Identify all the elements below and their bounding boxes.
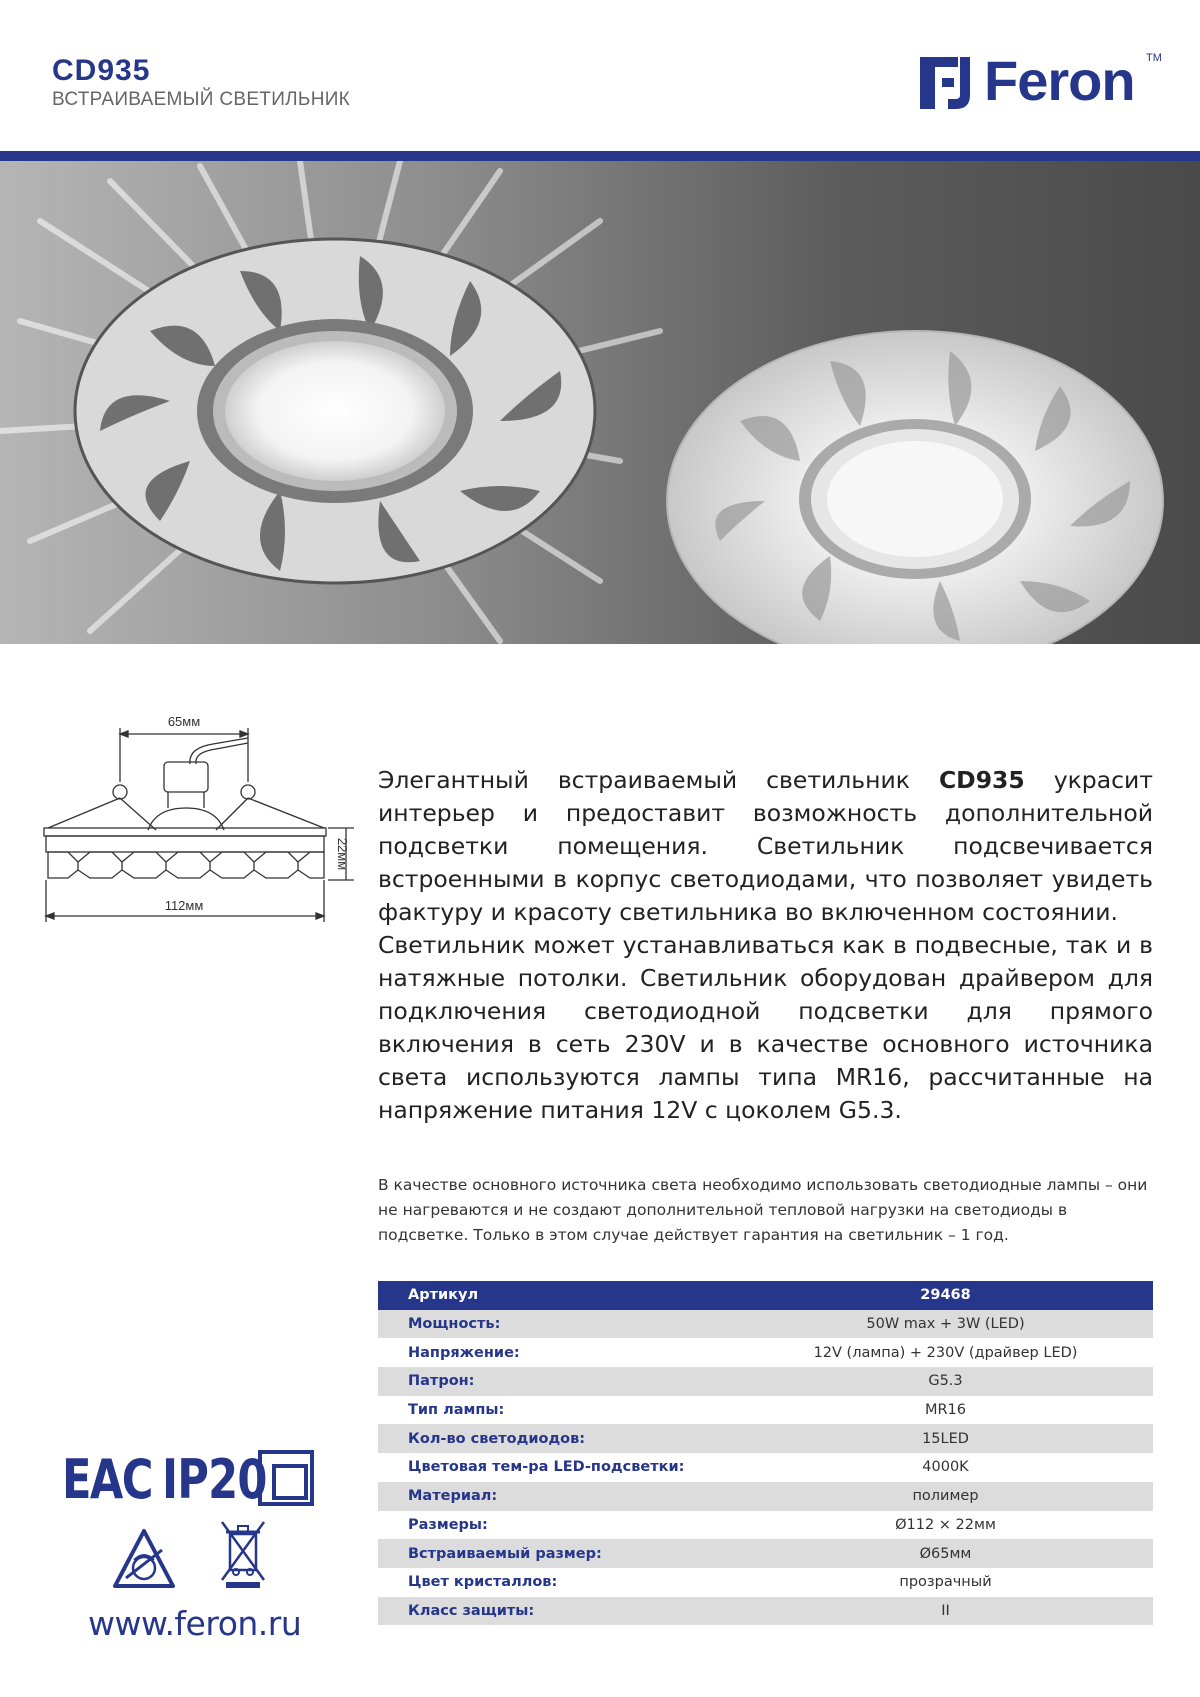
product-photo-banner [0,161,1200,644]
product-description [378,764,1153,1127]
hero-photo [0,161,1200,644]
spec-label: Мощность: [378,1310,738,1339]
spec-label: Патрон: [378,1367,738,1396]
dim-width-bottom: 112мм [164,898,204,913]
eac-mark: EAC [62,1448,152,1511]
specifications-table [378,1281,1153,1625]
spec-row [378,1396,1153,1425]
dim-height: 22мм [335,837,350,871]
no-insulation-cover-warning-icon [112,1528,176,1590]
spec-value: прозрачный [899,1574,992,1591]
dimension-drawing [38,712,358,934]
spec-label: Артикул [378,1281,738,1310]
product-subtitle: ВСТРАИВАЕМЫЙ СВЕТИЛЬНИК [52,89,351,110]
dimension-drawing-svg [38,712,358,934]
spec-value: 15LED [738,1424,1153,1453]
feron-logo [920,48,1160,118]
spec-label: Кол-во светодиодов: [378,1424,738,1453]
spec-row [378,1338,1153,1367]
spec-value: II [738,1597,1153,1626]
header-divider [0,151,1200,161]
spec-row [378,1453,1153,1482]
description-paragraph-1 [378,764,1153,929]
page-header [0,0,1200,152]
brand-name: Feron [984,49,1135,112]
description-model-bold: CD935 [938,766,1025,794]
double-insulation-icon [258,1450,314,1506]
ip-rating: IP20 [162,1448,267,1511]
spec-label: Тип лампы: [408,1402,505,1419]
spec-row [378,1424,1153,1453]
spec-value: 29468 [738,1281,1153,1310]
spec-label: Материал: [378,1482,738,1511]
spec-value: Ø112 × 22мм [895,1516,996,1533]
spec-row [378,1310,1153,1339]
spec-value: MR16 [924,1402,967,1419]
website-link[interactable]: www.feron.ru [88,1604,302,1643]
spec-value: полимер [738,1482,1153,1511]
product-model: CD935 [52,54,151,87]
spec-value: Ø65мм [738,1539,1153,1568]
description-paragraph-2: Светильник может устанавливаться как в подвесные, так и в натяжные потолки. Светильник оборудован драйвером для подключения светодиодной подсветки для прямого включения в сеть 230V и в качестве основного источника света используются лампы типа MR16, рассчитанные на напряжение питания 12V с цоколем G5.3. [378,931,1153,1124]
spec-row [378,1568,1153,1597]
description-text: Элегантный встраиваемый светильник [378,766,939,794]
spec-label: Цветовая тем-ра LED-подсветки: [408,1459,685,1476]
spec-header-row [378,1281,1153,1310]
spec-row [378,1511,1153,1540]
spec-label: Класс защиты: [378,1597,738,1626]
spec-label: Напряжение: [408,1344,520,1361]
spec-value: G5.3 [738,1367,1153,1396]
weee-crossed-bin-icon [220,1520,266,1590]
spec-value: 4000K [922,1459,969,1476]
spec-label: Размеры: [408,1516,488,1533]
trademark-mark: TM [1146,52,1162,64]
spec-value: 12V (лампа) + 230V (драйвер LED) [813,1344,1078,1361]
spec-label: Цвет кристаллов: [408,1574,558,1591]
spec-value: 50W max + 3W (LED) [738,1310,1153,1339]
spec-row [378,1367,1153,1396]
spec-label: Встраиваемый размер: [378,1539,738,1568]
spec-row [378,1539,1153,1568]
warranty-note: В качестве основного источника света необходимо использовать светодиодные лампы – они не нагреваются и не создают дополнительной тепловой нагрузки на светодиоды в подсветке. Только в этом случае действует гарантия на светильник – 1 год. [378,1176,1148,1244]
dim-width-top: 65мм [167,714,201,729]
spec-row [378,1597,1153,1626]
feron-logo-mark-icon [920,57,980,109]
description-text: украсит интерьер и предоставит возможность дополнительной подсветки помещения. Светильник подсвечивается встроенными в корпус светодиодами, что позволяет увидеть фактуру и красоту светильника во включенном состоянии. [378,766,1153,926]
spec-row [378,1482,1153,1511]
certification-marks [62,1440,322,1510]
